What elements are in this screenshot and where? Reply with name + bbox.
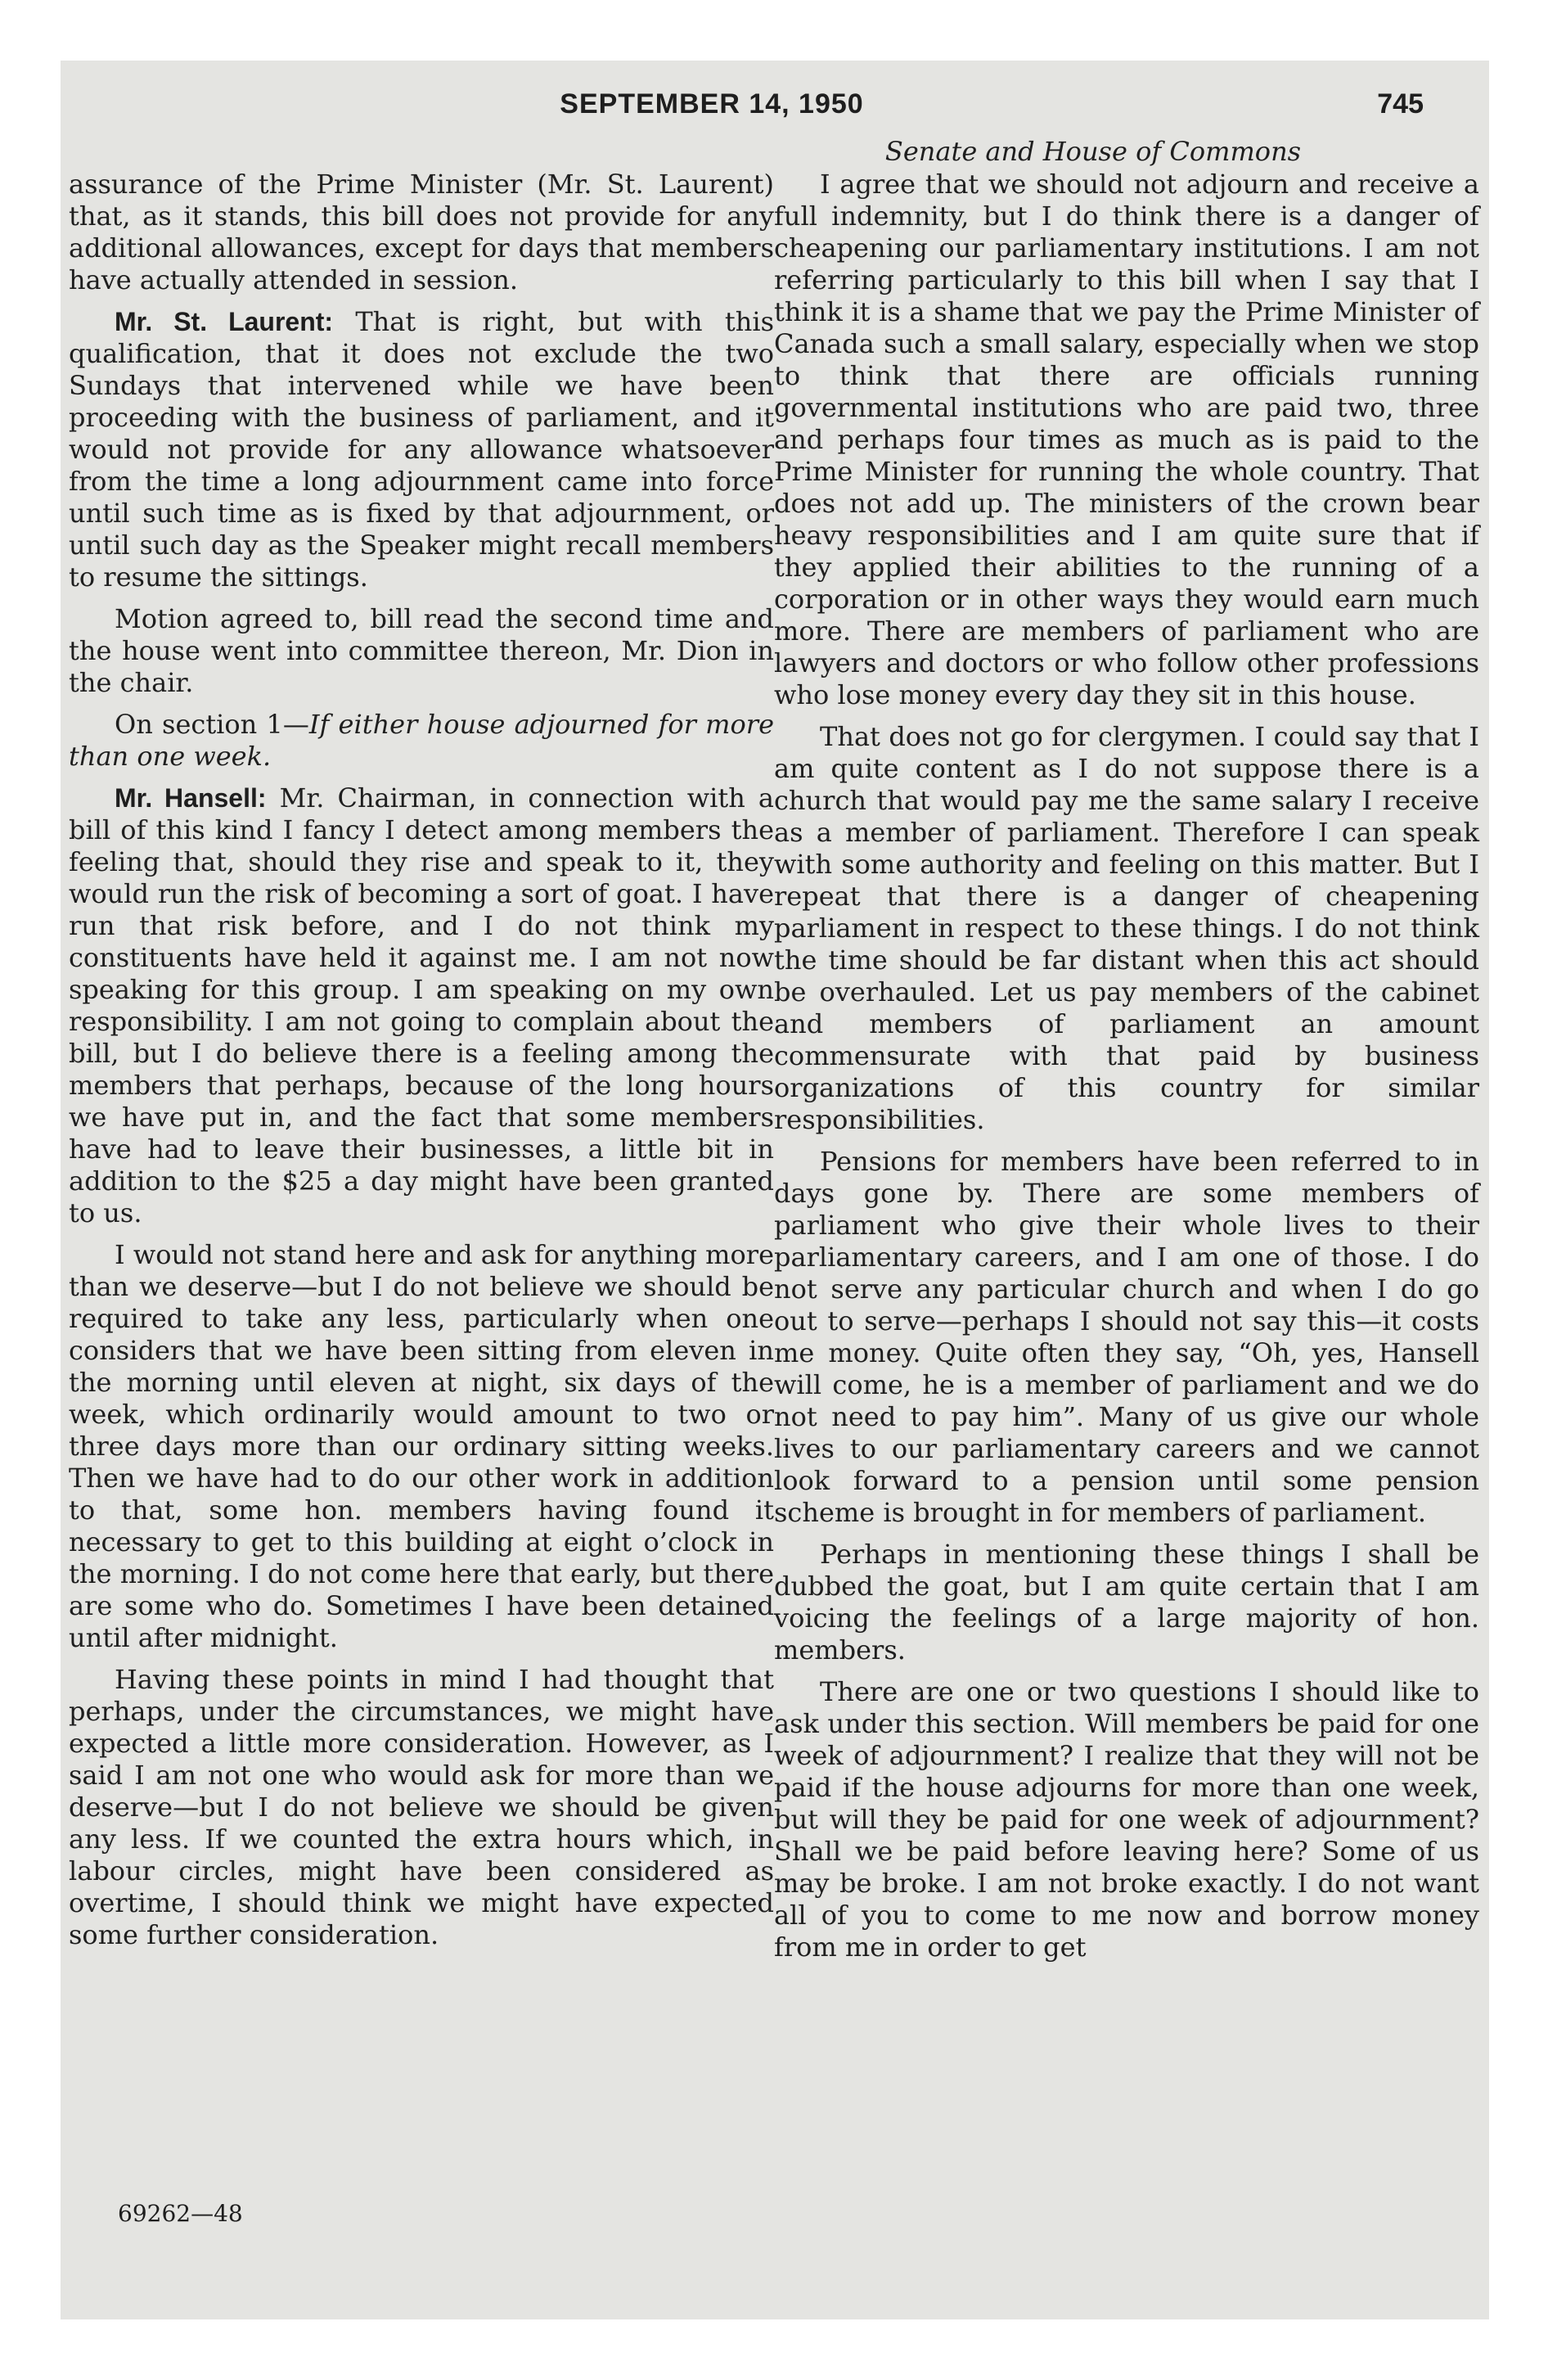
right-column: [774, 169, 1479, 1973]
speech-text: That is right, but with this qualification, that it does not exclude the two Sundays that intervened while we have been proceeding with the business of parliament, and it would not provide for any allowance whatsoever from the time a long adjournment came into force until such time as is fixed by that adjournment, or until such day as the Speaker might recall members to resume the sittings.: [69, 306, 774, 593]
paragraph-st-laurent: [69, 306, 774, 593]
paragraph-hansell: [69, 782, 774, 1229]
paragraph: There are one or two questions I should like to ask under this section. Will members be paid for one week of adjournment? I realize that they will not be paid if the house adjourns for more than one week, but will they be paid for one week of adjournment? Shall we be paid before leaving here? Some of us may be broke. I am not broke exactly. I do not want all of you to come to me now and borrow money from me in order to get: [774, 1676, 1479, 1963]
left-column: [69, 169, 774, 1961]
section-title: If either house adjourned for more than one week.: [69, 709, 775, 772]
paragraph: I would not stand here and ask for anything more than we deserve—but I do not believe we should be required to take any less, particularly when one considers that we have been sitting from eleven in the morning until eleven at night, six days of the week, which ordinarily would amount to two or three days more than our ordinary sitting weeks. Then we have had to do our other work in addition to that, some hon. members having found it necessary to get to this building at eight o’clock in the morning. I do not come here that early, but there are some who do. Sometimes I have been detained until after midnight.: [69, 1239, 775, 1653]
speaker-name: Mr. Hansell:: [115, 783, 267, 813]
page-number: 745: [1377, 88, 1424, 119]
header-date: SEPTEMBER 14, 1950: [560, 88, 864, 119]
paragraph: That does not go for clergymen. I could say that I am quite content as I do not suppose there is a church that would pay me the same salary I receive as a member of parliament. Therefore I can speak with some authority and feeling on this matter. But I repeat that there is a danger of cheapening parliament in respect to these things. I do not think the time should be far distant when this act should be overhauled. Let us pay members of the cabinet and members of parliament an amount commensurate with that paid by business organizations of this country for similar responsibilities.: [774, 721, 1479, 1135]
section-heading: [69, 709, 774, 773]
print-code: 69262—48: [118, 2200, 243, 2227]
paragraph: I agree that we should not adjourn and receive a full indemnity, but I do think there is a danger of cheapening our parliamentary institutions. I am not referring particularly to this bill when I say that I think it is a shame that we pay the Prime Minister of Canada such a small salary, especially when we stop to think that there are officials running governmental institutions who are paid two, three and perhaps four times as much as is paid to the Prime Minister for running the whole country. That does not add up. The ministers of the crown bear heavy responsibilities and I am quite sure that if they applied their abilities to the running of a corporation or in other ways they would earn much more. There are members of parliament who are lawyers and doctors or who follow other professions who lose money every day they sit in this house.: [774, 169, 1479, 710]
paragraph: Pensions for members have been referred to in days gone by. There are some members of parliament who give their whole lives to their parliamentary careers, and I am one of those. I do not serve any particular church and when I do go out to serve—perhaps I should not say this—it costs me money. Quite often they say, “Oh, yes, Hansell will come, he is a member of parliament and we do not need to pay him”. Many of us give our whole lives to our parliamentary careers and we cannot look forward to a pension until some pension scheme is brought in for members of parliament.: [774, 1146, 1479, 1528]
paragraph: Motion agreed to, bill read the second time and the house went into committee thereon, Mr. Dion in the chair.: [69, 603, 774, 698]
paragraph: assurance of the Prime Minister (Mr. St. Laurent) that, as it stands, this bill does not provide for any additional allowances, except for days that members have actually attended in session.: [69, 169, 774, 295]
paragraph: Perhaps in mentioning these things I shall be dubbed the goat, but I am quite certain that I am voicing the feelings of a large majority of hon. members.: [774, 1539, 1479, 1666]
header-subtitle: Senate and House of Commons: [884, 136, 1302, 167]
speech-text: Mr. Chairman, in connection with a bill of this kind I fancy I detect among members the feeling that, should they rise and speak to it, they would run the risk of becoming a sort of goat. I have run that risk before, and I do not think my constituents have held it against me. I am not now speaking for this group. I am speaking on my own responsibility. I am not going to complain about the bill, but I do believe there is a feeling among the members that perhaps, because of the long hours we have put in, and the fact that some members have had to leave their businesses, a little bit in addition to the $25 a day might have been granted to us.: [69, 782, 775, 1228]
paragraph: Having these points in mind I had thought that perhaps, under the circumstances, we might have expected a little more consideration. However, as I said I am not one who would ask for more than we deserve—but I do not believe we should be given any less. If we counted the extra hours which, in labour circles, might have been considered as overtime, I should think we might have expected some further consideration.: [69, 1664, 774, 1950]
section-prefix: On section 1—: [115, 709, 309, 740]
speaker-name: Mr. St. Laurent:: [115, 307, 334, 336]
